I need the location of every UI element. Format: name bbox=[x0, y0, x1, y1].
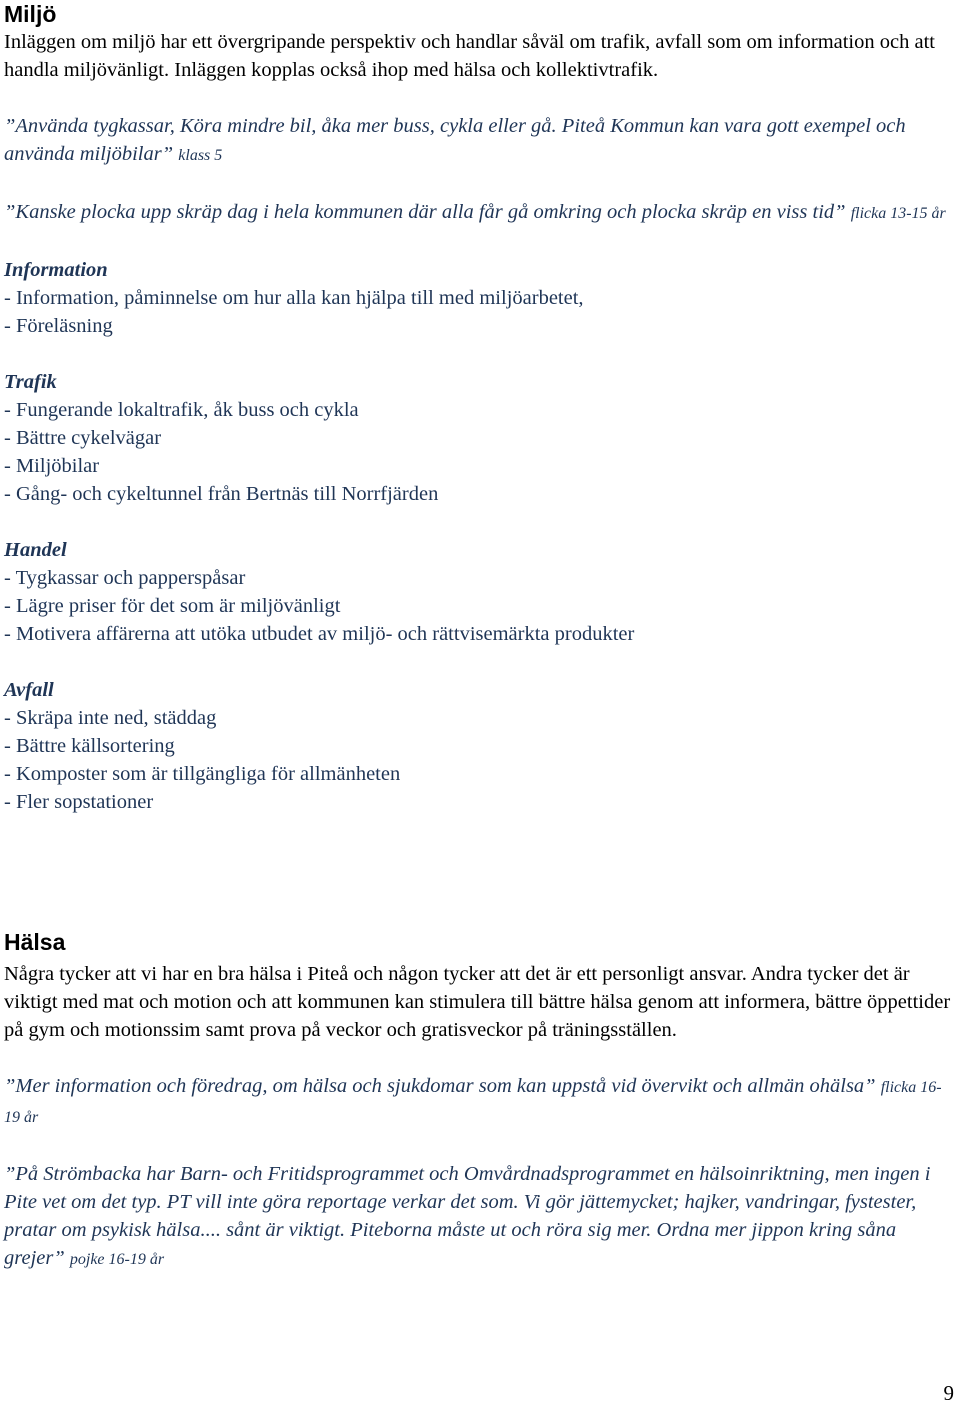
page-number: 9 bbox=[943, 1381, 954, 1405]
quote bbox=[4, 112, 954, 170]
list-avfall bbox=[4, 704, 954, 816]
list-item: - Gång- och cykeltunnel från Bertnäs till Norrfjärden bbox=[4, 480, 954, 508]
list-item: - Fungerande lokaltrafik, åk buss och cykla bbox=[4, 396, 954, 424]
quote-author: pojke 16-19 år bbox=[69, 1251, 165, 1268]
subheading-trafik: Trafik bbox=[4, 371, 57, 393]
subheading-information: Information bbox=[4, 259, 108, 281]
list-item: - Miljöbilar bbox=[4, 452, 954, 480]
list-item: - Information, påminnelse om hur alla kan hjälpa till med miljöarbetet, bbox=[4, 284, 954, 312]
quote-text: ”Kanske plocka upp skräp dag i hela kommunen där alla får gå omkring och plocka skräp en viss tid” bbox=[4, 201, 846, 223]
quote-text: ”Använda tygkassar, Köra mindre bil, åka mer buss, cykla eller gå. Piteå Kommun kan vara gott exempel och använda miljöbilar” bbox=[4, 115, 906, 165]
subheading-avfall: Avfall bbox=[4, 679, 54, 701]
list-item: - Fler sopstationer bbox=[4, 788, 954, 816]
list-trafik bbox=[4, 396, 954, 508]
list-item: - Bättre källsortering bbox=[4, 732, 954, 760]
list-item: - Lägre priser för det som är miljövänligt bbox=[4, 592, 954, 620]
list-information bbox=[4, 284, 954, 340]
section-title-halsa: Hälsa bbox=[4, 929, 66, 955]
list-item: - Föreläsning bbox=[4, 312, 954, 340]
quote-text: ”Mer information och föredrag, om hälsa och sjukdomar som kan uppstå vid övervikt och allmän ohälsa” bbox=[4, 1075, 876, 1097]
list-item: - Tygkassar och papperspåsar bbox=[4, 564, 954, 592]
document-page bbox=[4, 0, 954, 1274]
quote-author: klass 5 bbox=[178, 147, 223, 164]
miljo-intro: Inläggen om miljö har ett övergripande perspektiv och handlar såväl om trafik, avfall som om information och att handla miljövänligt. Inläggen kopplas också ihop med hälsa och kollektivtrafik. bbox=[4, 31, 935, 81]
quote-author: flicka 16-19 år bbox=[4, 1079, 942, 1126]
subheading-handel: Handel bbox=[4, 539, 67, 561]
halsa-intro: Några tycker att vi har en bra hälsa i Piteå och någon tycker att det är ett personligt ansvar. Andra tycker det är viktigt med mat och motion och att kommunen kan stimulera till bättre hälsa genom att informera, bättre öppettider på gym och motionssim samt prova på veckor och gratisveckor på träningsställen. bbox=[4, 963, 951, 1041]
list-handel bbox=[4, 564, 954, 648]
quote-text: ”På Strömbacka har Barn- och Fritidsprogrammet och Omvårdnadsprogrammet en hälsoinriktning, men ingen i Pite vet om det typ. PT vill inte göra reportage verkar det som. Vi gör jättemycket; hajker, vandringar, fystester, pratar om psykisk hälsa.... sånt är viktigt. Piteborna måste ut och röra sig mer. Ordna mer jippon kring såna grejer” bbox=[4, 1163, 931, 1269]
list-item: - Komposter som är tillgängliga för allmänheten bbox=[4, 760, 954, 788]
list-item: - Motivera affärerna att utöka utbudet av miljö- och rättvisemärkta produkter bbox=[4, 620, 954, 648]
section-title-miljo: Miljö bbox=[4, 1, 57, 27]
quote-author: flicka 13-15 år bbox=[850, 205, 946, 222]
quote bbox=[4, 1160, 954, 1274]
quote bbox=[4, 198, 954, 228]
list-item: - Skräpa inte ned, städdag bbox=[4, 704, 954, 732]
list-item: - Bättre cykelvägar bbox=[4, 424, 954, 452]
quote bbox=[4, 1072, 954, 1132]
